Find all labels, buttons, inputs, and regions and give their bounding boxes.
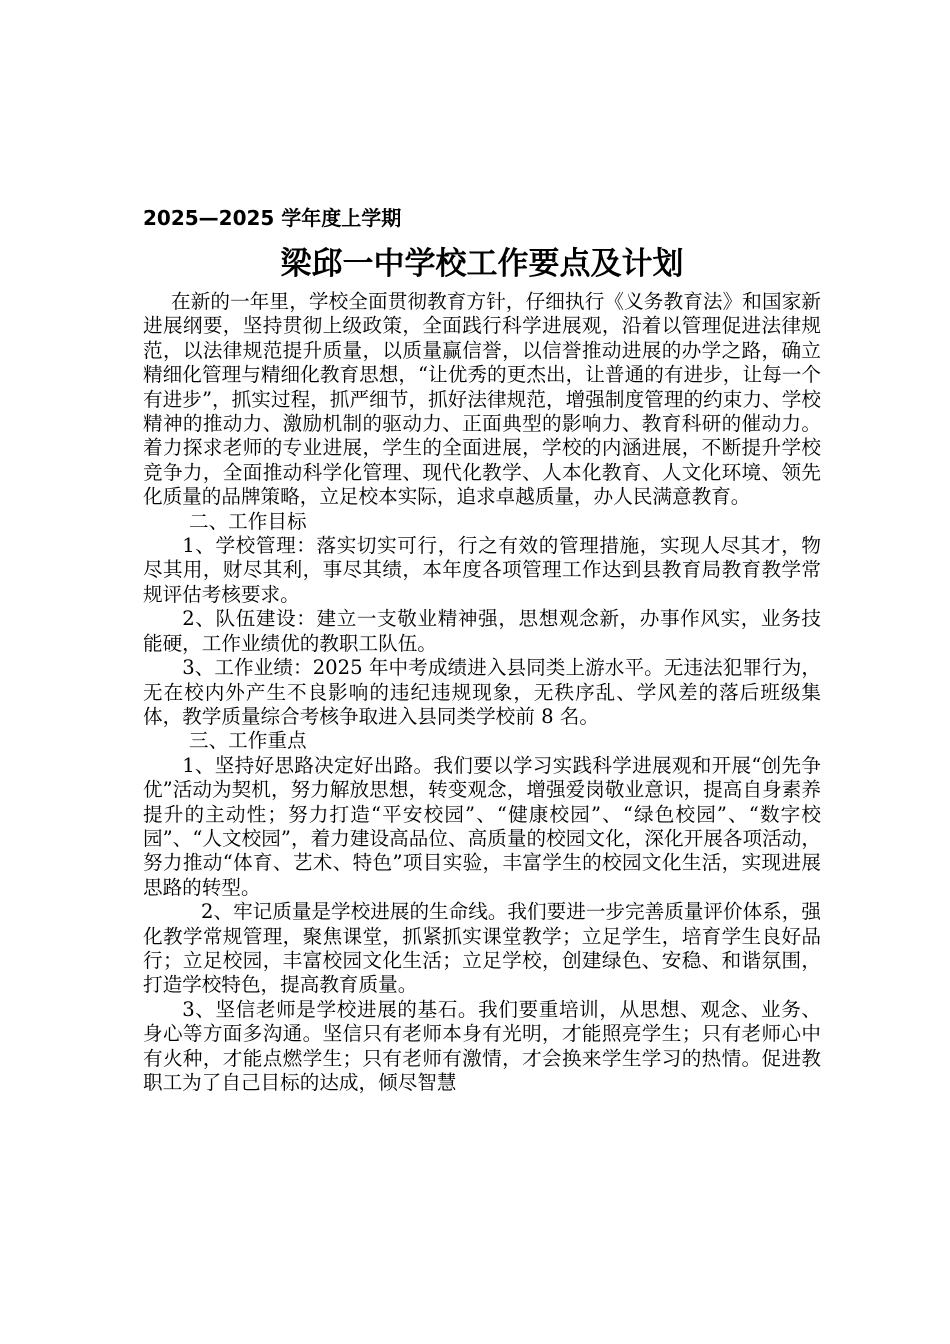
focus-paragraph-1: 1、坚持好思路决定好出路。我们要以学习实践科学进展观和开展“创先争优”活动为契机，努力解放思想，转变观念，增强爱岗敬业意识，提高自身素养提升的主动性；努力打造“平安校园”、“健康校园”、“绿色校园”、“数字校园”、“人文校园”，着力建设高品位、高质量的校园文化，深化开展各项活动，努力推动“体育、艺术、特色”项目实验，丰富学生的校园文化生活，实现进展思路的转型。: [143, 753, 821, 899]
document-page: [143, 204, 821, 1095]
goal-paragraph-2: 2、队伍建设：建立一支敬业精神强，思想观念新，办事作风实，业务技能硬，工作业绩优的教职工队伍。: [143, 607, 821, 655]
section-heading-focus: 三、工作重点: [189, 729, 307, 753]
document-title: 梁邱一中学校工作要点及计划: [280, 246, 684, 282]
focus-paragraph-2: 2、牢记质量是学校进展的生命线。我们要进一步完善质量评价体系，强化教学常规管理，聚焦课堂，抓紧抓实课堂教学；立足学生，培育学生良好品行；立足校园，丰富校园文化生活；立足学校，创建绿色、安稳、和谐氛围，打造学校特色，提高教育质量。: [143, 900, 821, 997]
intro-paragraph: 在新的一年里，学校全面贯彻教育方针，仔细执行《义务教育法》和国家新进展纲要，坚持贯彻上级政策，全面践行科学进展观，沿着以管理促进法律规范，以法律规范提升质量，以质量赢信誉，以信誉推动进展的办学之路，确立精细化管理与精细化教育思想，“让优秀的更杰出，让普通的有进步，让每一个有进步”，抓实过程，抓严细节，抓好法律规范，增强制度管理的约束力、学校精神的推动力、激励机制的驱动力、正面典型的影响力、教育科研的催动力。着力探求老师的专业进展，学生的全面进展，学校的内涵进展，不断提升学校竞争力，全面推动科学化管理、现代化教学、人本化教育、人文化环境、领先化质量的品牌策略，立足校本实际，追求卓越质量，办人民满意教育。: [143, 290, 821, 509]
goal-paragraph-1: 1、学校管理：落实切实可行，行之有效的管理措施，实现人尽其才，物尽其用，财尽其利，事尽其绩，本年度各项管理工作达到县教育局教育教学常规评估考核要求。: [143, 534, 821, 606]
focus-paragraph-3: 3、坚信老师是学校进展的基石。我们要重培训，从思想、观念、业务、身心等方面多沟通。坚信只有老师本身有光明，才能照亮学生；只有老师心中有火种，才能点燃学生；只有老师有激情，才会换来学生学习的热情。促进教职工为了自己目标的达成，倾尽智慧: [143, 997, 821, 1094]
school-year-subtitle: 2025—2025 学年度上学期: [143, 206, 402, 230]
goal-paragraph-3: 3、工作业绩：2025 年中考成绩进入县同类上游水平。无违法犯罪行为，无在校内外产生不良影响的违纪违规现象，无秩序乱、学风差的落后班级集体，教学质量综合考核争取进入县同类学校前 8 名。: [143, 656, 821, 728]
section-heading-goals: 二、工作目标: [189, 509, 307, 533]
